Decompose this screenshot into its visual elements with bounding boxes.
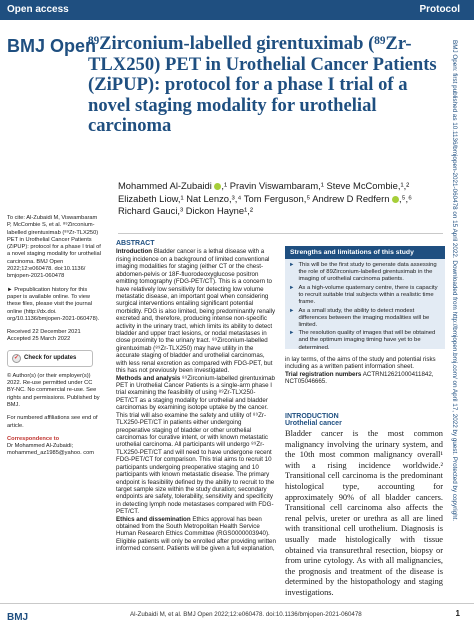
footer-brand[interactable]: BMJ: [7, 612, 29, 623]
triangle-bullet-icon: ►: [289, 284, 295, 291]
list-item: [289, 330, 441, 351]
check-updates-button[interactable]: [7, 350, 93, 367]
abstract-continuation: [285, 356, 443, 386]
correspondence-text[interactable]: Dr Mohammed Al-Zubaidi; mohammed_az1985@yahoo. com: [7, 443, 95, 457]
page-number: 1: [455, 609, 460, 618]
methods-label: Methods and analysis: [116, 374, 181, 382]
left-sidebar: [7, 215, 102, 458]
orcid-icon[interactable]: [392, 196, 399, 203]
author-affiliations[interactable]: ,¹ Pravin Viswambaram,¹ Steve McCombie,¹,²: [221, 180, 410, 191]
abstract-ethics: [116, 516, 276, 553]
strength-text: The resolution quality of images that will be obtained and the optimum imaging timing have yet to be determined.: [298, 330, 436, 351]
top-banner: [0, 0, 474, 20]
introduction-section: [285, 413, 443, 599]
author-affiliations[interactable]: ,⁵,⁶: [399, 192, 412, 204]
author-name[interactable]: Mohammed Al-Zubaidi: [118, 180, 212, 191]
prepublication-note[interactable]: ► Prepublication history for this paper is available online. To view these files, please visit the journal online (http://dx.doi. org/10.1136/bmjopen-2021-060478).: [7, 286, 100, 322]
affiliation-note: For numbered affiliations see end of article.: [7, 415, 98, 429]
crossmark-icon: ✓: [13, 354, 20, 361]
strengths-heading: Strengths and limitations of this study: [285, 246, 445, 259]
strengths-list: [285, 259, 445, 352]
ethics-label: Ethics and dissemination: [116, 515, 191, 523]
abstract-heading: ABSTRACT: [116, 240, 155, 247]
correspondence-heading: Correspondence to: [7, 435, 60, 442]
section-label: Protocol: [419, 4, 460, 15]
download-notice[interactable]: BMJ Open: first published as 10.1136/bmjopen-2021-060478 on 15 April 2022. Downloaded from http://bmjopen.bmj.com/ on April 17, 2022 by guest. Protected by copyright.: [451, 40, 458, 522]
side-margin: [448, 40, 468, 600]
check-updates-label: Check for updates: [24, 354, 77, 361]
continuation-text: in lay terms, of the aims of the study and potential risks including as a written patient information sheet.: [285, 356, 436, 371]
registration-label: Trial registration numbers: [285, 370, 362, 378]
strength-text: As a high-volume quaternary centre, there is capacity to recruit suitable trial subjects within a realistic time frame.: [298, 284, 438, 305]
accepted-date: Accepted 25 March 2022: [7, 336, 71, 343]
strengths-box: [285, 246, 445, 349]
author-name[interactable]: Richard Gauci,³ Dickon Hayne¹,²: [118, 205, 253, 216]
ethics-text: Ethics approval has been obtained from the South Metropolitan Health Service Human Research Ethics Committee (RGS0000003940). Eligible patients will only be enrolled after providing written informed consent. Patients will be given a full explanation,: [116, 515, 276, 553]
strength-text: As a small study, the ability to detect modest differences between the imaging modalities will be limited.: [298, 307, 430, 328]
triangle-bullet-icon: ►: [289, 262, 295, 268]
abstract-intro: [116, 248, 276, 374]
introduction-subheading: Urothelial cancer: [285, 420, 342, 427]
cite-block: To cite: Al-Zubaidi M, Viswambaram P, McCombie S, et al. ⁸⁹Zirconium-labelled girentuximab (⁸⁹Zr-TLX250) PET in Urothelial Cancer Patients (ZiPUP): protocol for a phase I trial of a novel staging modality for urothelial carcinoma. BMJ Open 2022;12:e060478. doi:10.1136/ bmjopen-2021-060478: [7, 215, 101, 280]
author-list: [118, 180, 438, 218]
journal-brand[interactable]: BMJ Open: [7, 36, 97, 56]
list-item: [289, 308, 441, 329]
article-title: ⁸⁹Zirconium-labelled girentuximab (⁸⁹Zr-TLX250) PET in Urothelial Cancer Patients (ZiPUP): protocol for a phase I trial of a novel staging modality for urothelial carcinoma: [88, 33, 437, 136]
triangle-bullet-icon: ►: [289, 307, 295, 314]
strength-text: This will be the first study to generate data assessing the role of 89Zirconium-labelled girentuximab in the imaging of urothelial carcinoma patients.: [298, 262, 437, 283]
introduction-heading: INTRODUCTION: [285, 413, 339, 420]
received-date: Received 22 December 2021: [7, 329, 81, 336]
intro-text: Bladder cancer is a lethal disease with a rising incidence on a background of limited conventional imaging modalities for staging (either CT or the chest-abdomen-pelvis or 18F-fluorodeoxyglucose positron emitting tomography (FDG-PET/CT). This is a concern to have relatively low sensitivity for detecting low volume metastatic disease, an important goal when considering surgical interventions entailing significant potential morbidity. FDG is also limited, being predominantly renally excreted and, therefore, producing intense non-specific activity in the urinary tract, which limits its ability to detect bladder and upper tract lesions, or nodal metastases in close proximity to the urinary tract. ⁸⁹Zirconium-labelled girentuximab (⁸⁹Zr-TLX250) may have utility in the accurate staging of bladder and urothelial carcinomas, with less renal excretion as compared with FDG-PET, but this has not previously been investigated.: [116, 248, 276, 375]
footer-citation: Al-Zubaidi M, et al. BMJ Open 2022;12:e060478. doi:10.1136/bmjopen-2021-060478: [130, 611, 362, 618]
introduction-body: Bladder cancer is the most common malignancy involving the urinary system, and the 10th most common malignancy overall¹ with a rising incidence worldwide.² Transitional cell carcinoma is the predominant histological type, accounting for approximately 90% of all bladder cancers. Transitional cell carcinoma also affects the renal pelvis, ureter or urethra as all are lined with transitional cell urothelium. Diagnosis is usually made histologically with tissue obtained via transurethral resection, biopsy or from urine cytology. As with all malignancies, the prognosis and treatment of the disease is determined by the histopathology and staging investigations.: [285, 429, 443, 597]
license-text: © Author(s) (or their employer(s)) 2022. Re-use permitted under CC BY-NC. No commercial re-use. See rights and permissions. Published by BMJ.: [7, 372, 100, 408]
triangle-bullet-icon: ►: [289, 330, 295, 337]
abstract-methods: [116, 375, 276, 516]
open-access-label: Open access: [7, 4, 69, 15]
author-name[interactable]: Elizabeth Liow,¹ Nat Lenzo,³,⁴ Tom Ferguson,⁵ Andrew D Redfern: [118, 192, 390, 204]
registration-numbers[interactable]: ACTRN12621000411842, NCT05046665.: [285, 370, 434, 386]
list-item: [289, 262, 441, 283]
list-item: [289, 285, 441, 306]
methods-text: ⁸⁹Zirconium-labelled girentuximab PET in Urothelial Cancer Patients is a single-arm phase I trial examining the feasibility of using ⁸⁹Zr-TLX250-PET/CT as a staging modality for urothelial and bladder carcinomas by examining isotope uptake by the cancer. This trial will also examine the safety and utility of ⁸⁹Zr-TLX250-PET/CT in patients either undergoing preoperative staging of bladder or other urothelial carcinomas for curative intent, or with known metastatic urothelial carcinoma. All participants will undergo ⁸⁹Zr-TLX250-PET/CT and will need to have undergone recent FDG-PET/CT for comparison. This trial aims to recruit 10 participants undergoing preoperative staging and 10 participants with known metastatic disease. The primary endpoint is feasibility defined by the ability to recruit to the target sample size within the study duration; secondary endpoints are safety, tolerability, sensitivity and specificity in detecting lymph node metastases compared with FDG-PET/CT.: [116, 374, 276, 516]
page-footer: [0, 603, 474, 631]
abstract: [116, 240, 276, 553]
divider: [118, 233, 443, 234]
intro-label: Introduction: [116, 248, 153, 256]
